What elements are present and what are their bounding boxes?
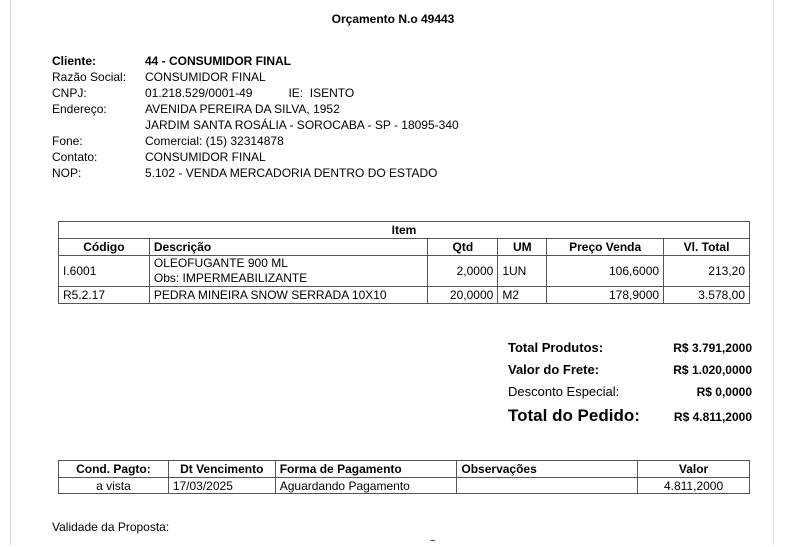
total-produtos-value: R$ 3.791,2000: [673, 341, 752, 355]
items-header-row: [59, 239, 750, 256]
nop-value: 5.102 - VENDA MERCADORIA DENTRO DO ESTADO: [145, 166, 438, 180]
endereco-row: [52, 101, 459, 117]
pay-forma: Aguardando Pagamento: [275, 478, 457, 494]
row-descricao: PEDRA MINEIRA SNOW SERRADA 10X10: [149, 287, 428, 304]
razao-row: [52, 69, 459, 85]
desconto-value: R$ 0,0000: [696, 385, 752, 399]
items-group-header: Item: [59, 222, 750, 239]
client-value: 44 - CONSUMIDOR FINAL: [145, 54, 292, 68]
header-cond-pagto: Cond. Pagto:: [59, 461, 169, 478]
row-codigo: I.6001: [59, 256, 150, 287]
ie-label: IE:: [288, 86, 304, 100]
total-pedido-row: [508, 406, 752, 428]
row-um: 1UN: [498, 256, 547, 287]
page-left-border: [10, 0, 11, 545]
header-dt-vencimento: Dt Vencimento: [168, 461, 275, 478]
items-table: [58, 221, 750, 304]
endereco-line1: AVENIDA PEREIRA DA SILVA, 1952: [145, 102, 340, 116]
row-preco: 178,9000: [547, 287, 664, 304]
table-row: [59, 478, 750, 494]
client-label: Cliente:: [52, 54, 97, 68]
row-total: 3.578,00: [664, 287, 750, 304]
contato-label: Contato:: [52, 150, 98, 164]
row-qtd: 20,0000: [428, 287, 498, 304]
valor-frete-row: [508, 362, 752, 384]
total-produtos-row: [508, 340, 752, 362]
row-um: M2: [498, 287, 547, 304]
row-codigo: R5.2.17: [59, 287, 150, 304]
header-descricao: Descrição: [149, 239, 428, 256]
header-qtd: Qtd: [428, 239, 498, 256]
fone-row: [52, 133, 459, 149]
valor-frete-value: R$ 1.020,0000: [673, 363, 752, 377]
row-descricao-line1: OLEOFUGANTE 900 ML: [153, 256, 288, 270]
header-forma-pagamento: Forma de Pagamento: [275, 461, 457, 478]
desconto-row: [508, 384, 752, 406]
payment-table: [58, 460, 750, 494]
header-valor: Valor: [638, 461, 750, 478]
cut-off-text: ~: [430, 536, 436, 547]
nop-row: [52, 165, 459, 181]
table-row: [59, 256, 750, 287]
client-row: [52, 53, 459, 69]
razao-value: CONSUMIDOR FINAL: [145, 70, 266, 84]
cnpj-label: CNPJ:: [52, 86, 87, 100]
header-observacoes: Observações: [457, 461, 638, 478]
header-um: UM: [498, 239, 547, 256]
razao-label: Razão Social:: [52, 70, 127, 84]
endereco-row-2: [52, 117, 459, 133]
header-total: Vl. Total: [664, 239, 750, 256]
ie-value: ISENTO: [309, 86, 355, 100]
pay-observacoes: [457, 478, 638, 494]
table-row: [59, 287, 750, 304]
pay-valor: 4.811,2000: [638, 478, 750, 494]
endereco-label: Endereço:: [52, 102, 107, 116]
contato-value: CONSUMIDOR FINAL: [145, 150, 266, 164]
row-descricao: [149, 256, 428, 287]
client-info: [52, 53, 459, 181]
endereco-line2: JARDIM SANTA ROSÁLIA - SOROCABA - SP - 18095-340: [145, 118, 459, 132]
row-total: 213,20: [664, 256, 750, 287]
pay-vencimento: 17/03/2025: [168, 478, 275, 494]
nop-label: NOP:: [52, 166, 82, 180]
validade-proposta: Validade da Proposta:: [52, 520, 170, 534]
row-qtd: 2,0000: [428, 256, 498, 287]
header-preco: Preço Venda: [547, 239, 664, 256]
fone-label: Fone:: [52, 134, 83, 148]
cnpj-row: [52, 85, 459, 101]
valor-frete-label: Valor do Frete:: [508, 362, 600, 377]
document-title: Orçamento N.o 49443: [331, 12, 455, 26]
header-codigo: Código: [59, 239, 150, 256]
total-produtos-label: Total Produtos:: [508, 340, 604, 355]
row-descricao-line2: Obs: IMPERMEABILIZANTE: [153, 271, 308, 285]
page-right-border: [773, 0, 774, 545]
cnpj-value: 01.218.529/0001-49: [145, 86, 253, 100]
payment-header-row: [59, 461, 750, 478]
fone-value: Comercial: (15) 32314878: [145, 134, 284, 148]
desconto-label: Desconto Especial:: [508, 384, 620, 399]
total-pedido-label: Total do Pedido:: [508, 406, 640, 425]
pay-cond: a vista: [59, 478, 169, 494]
row-preco: 106,6000: [547, 256, 664, 287]
totals-block: [508, 340, 752, 428]
total-pedido-value: R$ 4.811,2000: [673, 410, 752, 424]
contato-row: [52, 149, 459, 165]
